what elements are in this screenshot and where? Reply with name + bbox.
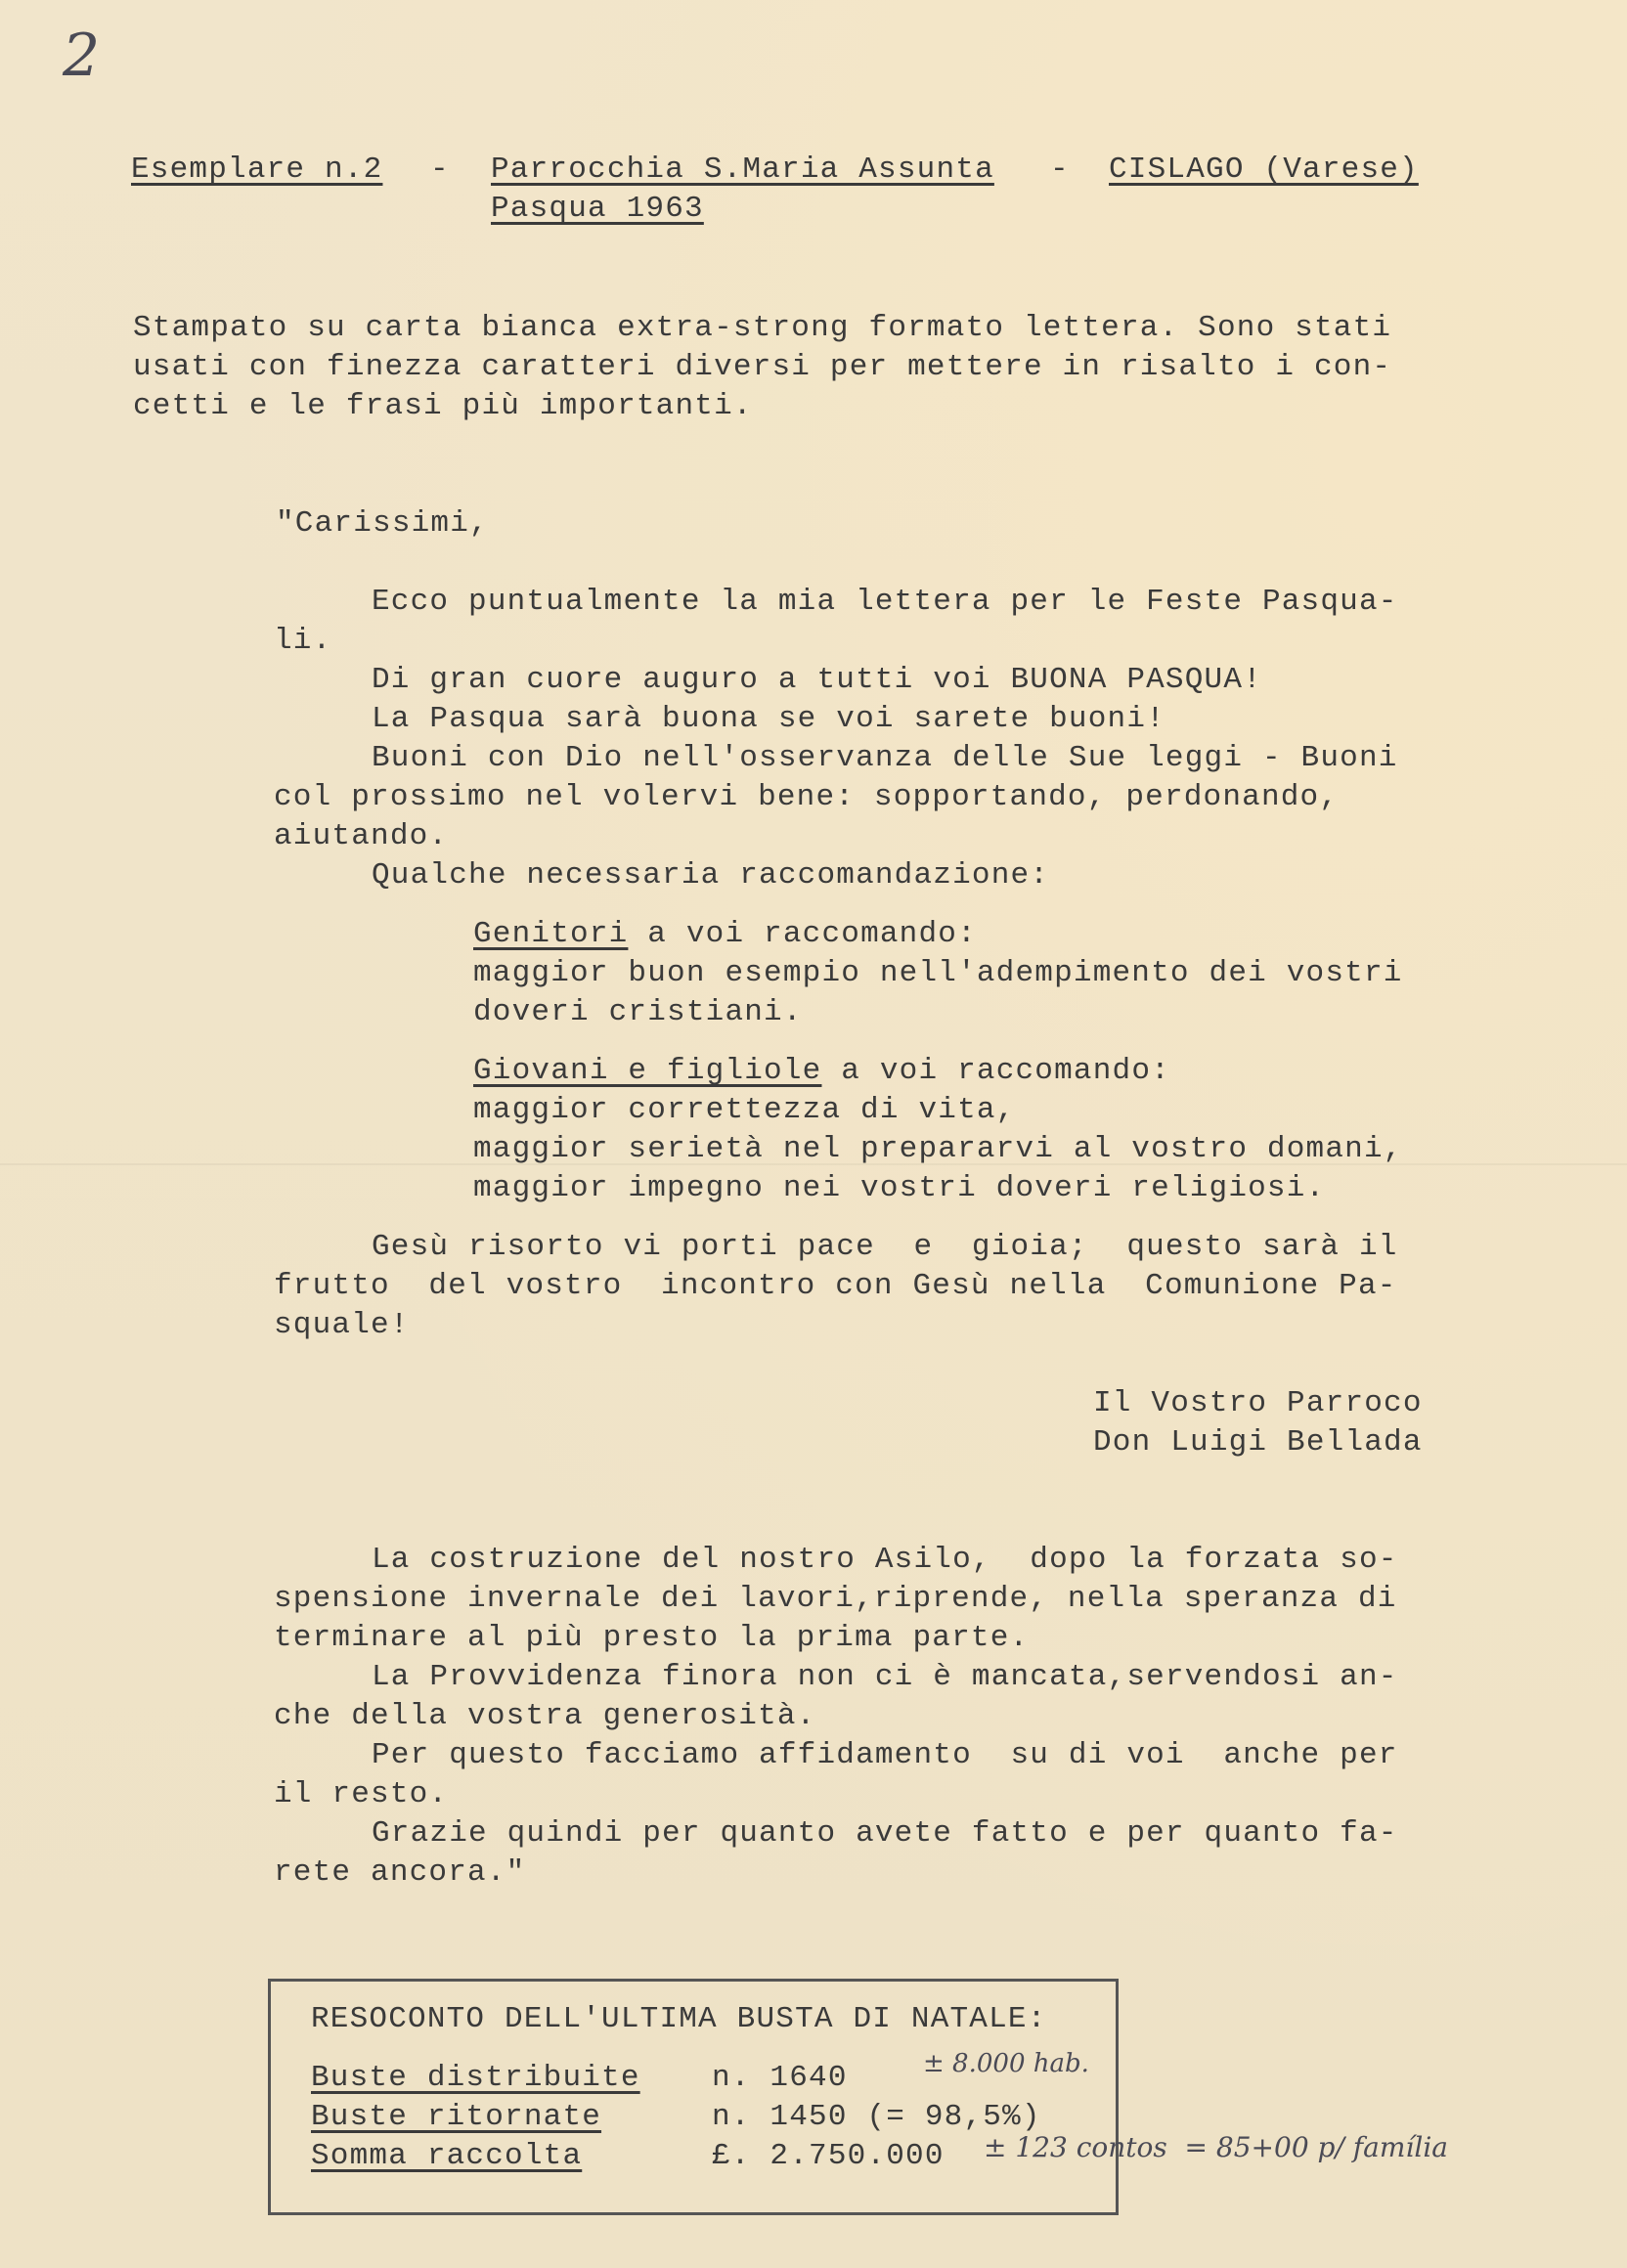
letter-line: Gesù risorto vi porti pace e gioia; questo sarà il (372, 1230, 1398, 1264)
resoconto-value: n. 1640 (712, 2061, 848, 2095)
asilo-line: La Provvidenza finora non ci è mancata,servendosi an- (372, 1660, 1398, 1694)
header-dash: - (430, 153, 450, 187)
asilo-line: che della vostra generosità. (274, 1699, 816, 1733)
signature-line: Don Luigi Bellada (1093, 1425, 1423, 1460)
asilo-line: rete ancora." (274, 1855, 526, 1890)
resoconto-label: Buste distribuite (311, 2061, 640, 2095)
letter-line: Di gran cuore auguro a tutti voi BUONA PASQUA! (372, 663, 1262, 697)
genitori-rest: a voi raccomando: (628, 917, 977, 951)
resoconto-title: RESOCONTO DELL'ULTIMA BUSTA DI NATALE: (311, 2002, 1047, 2036)
letter-line: Buoni con Dio nell'osservanza delle Sue leggi - Buoni (372, 741, 1398, 775)
header-dash: - (1050, 153, 1070, 187)
asilo-line: Grazie quindi per quanto avete fatto e per quanto fa- (372, 1816, 1398, 1851)
genitori-label: Genitori (473, 917, 629, 951)
intro-line: cetti e le frasi più importanti. (133, 389, 753, 423)
genitori-heading (473, 915, 977, 954)
page-number-mark: 2 (63, 22, 101, 90)
letter-line: maggior impegno nei vostri doveri religiosi. (473, 1171, 1326, 1205)
intro-line: usati con finezza caratteri diversi per mettere in risalto i con- (133, 350, 1392, 384)
letter-line: frutto del vostro incontro con Gesù nella Comunione Pa- (274, 1269, 1397, 1303)
asilo-line: il resto. (274, 1777, 449, 1811)
letter-salutation: "Carissimi, (276, 506, 489, 541)
letter-line: maggior correttezza di vita, (473, 1093, 1016, 1127)
header-parrocchia: Parrocchia S.Maria Assunta (491, 153, 994, 187)
asilo-line: terminare al più presto la prima parte. (274, 1621, 1030, 1655)
giovani-rest: a voi raccomando: (821, 1054, 1170, 1088)
letter-line: squale! (274, 1308, 410, 1342)
asilo-line: La costruzione del nostro Asilo, dopo la forzata so- (372, 1543, 1398, 1577)
resoconto-label: Buste ritornate (311, 2100, 602, 2134)
letter-line: col prossimo nel volervi bene: sopportando, perdonando, (274, 780, 1340, 814)
header-place: CISLAGO (Varese) (1109, 153, 1419, 187)
header-date: Pasqua 1963 (491, 192, 704, 226)
letter-line: Ecco puntualmente la mia lettera per le Feste Pasqua- (372, 585, 1398, 619)
letter-line: doveri cristiani. (473, 995, 803, 1029)
handwritten-note: ± 123 contos = 85+00 p/ família (984, 2131, 1448, 2163)
intro-line: Stampato su carta bianca extra-strong formato lettera. Sono stati (133, 311, 1392, 345)
letter-line: Qualche necessaria raccomandazione: (372, 858, 1050, 893)
asilo-line: spensione invernale dei lavori,riprende, nella speranza di (274, 1582, 1397, 1616)
giovani-label: Giovani e figliole (473, 1054, 822, 1088)
letter-line: li. (274, 624, 332, 658)
resoconto-value: £. 2.750.000 (712, 2139, 945, 2173)
letter-line: La Pasqua sarà buona se voi sarete buoni! (372, 702, 1165, 736)
signature-line: Il Vostro Parroco (1093, 1386, 1423, 1420)
header-esemplare: Esemplare n.2 (131, 153, 383, 187)
giovani-heading (473, 1052, 1170, 1091)
letter-line: maggior buon esempio nell'adempimento dei vostri (473, 956, 1403, 990)
letter-line: maggior serietà nel prepararvi al vostro domani, (473, 1132, 1403, 1166)
asilo-line: Per questo facciamo affidamento su di voi anche per (372, 1738, 1398, 1772)
letter-line: aiutando. (274, 819, 449, 853)
handwritten-note: ± 8.000 hab. (923, 2049, 1089, 2078)
resoconto-value: n. 1450 (= 98,5%) (712, 2100, 1041, 2134)
resoconto-label: Somma raccolta (311, 2139, 583, 2173)
